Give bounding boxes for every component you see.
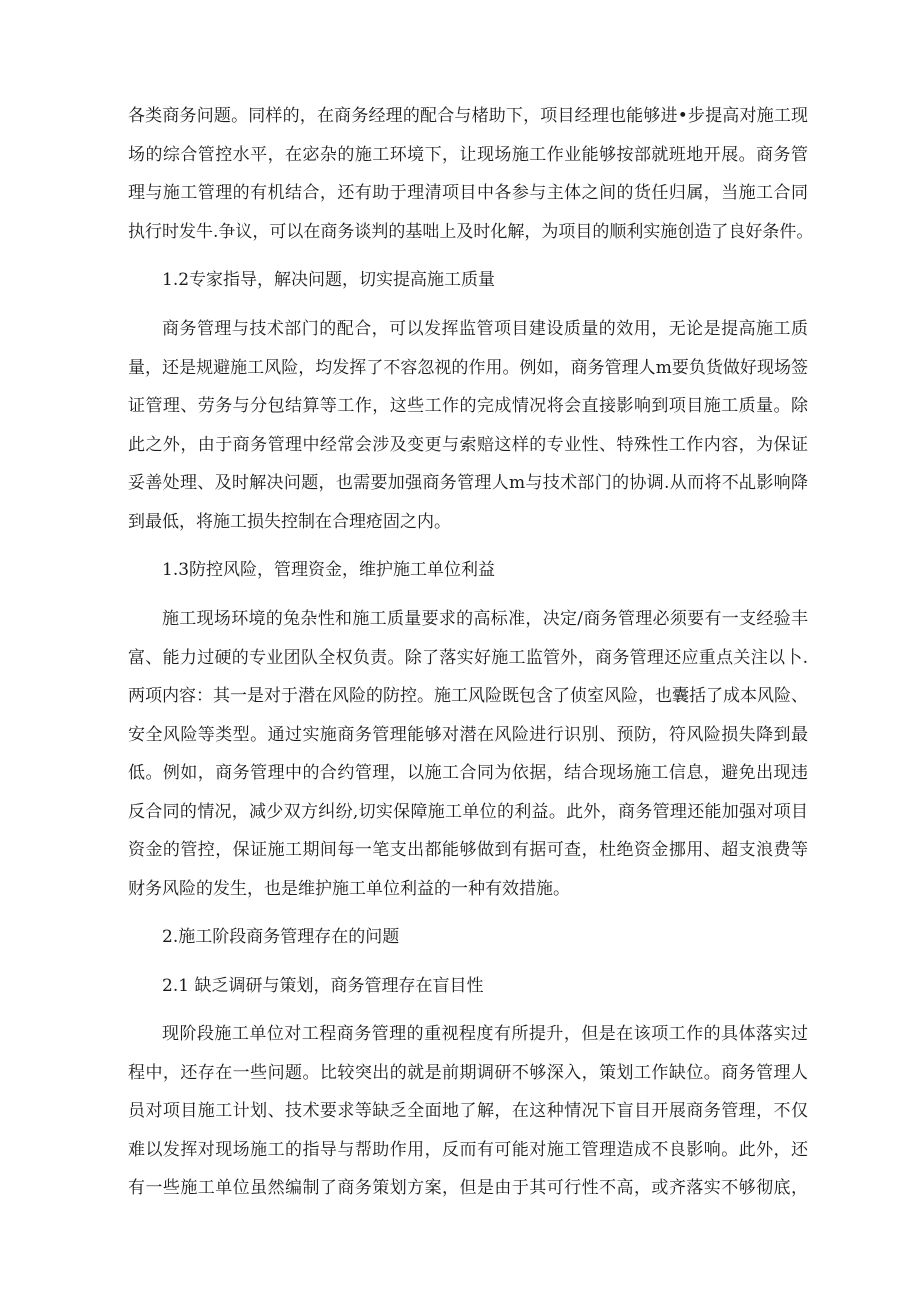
paragraph-line: 难以发挥对现场施工的指导与帮助作用，反而有可能对施工管理造成不良影响。此外，还 — [128, 1140, 808, 1160]
paragraph-line: 理与施工管理的有机结合，还有助于理清项目中各参与主体之间的货任归属，当施工合同 — [128, 183, 808, 203]
paragraph-line: 证管理、劳务与分包结算等工作，这些工作的完成情况将会直接影响到项目施工质量。除 — [128, 396, 808, 416]
paragraph-line: 到最低，将施工损失控制在合理疮固之内。 — [128, 512, 451, 532]
paragraph-line: 各类商务问题。同样的，在商务经理的配合与楮助下，项目经理也能够进•步提高对施工现 — [128, 106, 808, 126]
paragraph-line: 员对项目施工计划、技术要求等缺乏全面地了解，在这种情况下盲目开展商务管理，不仅 — [128, 1101, 808, 1121]
paragraph-line: 场的综合管控水平，在宓杂的施工环境下，让现场施工作业能够按部就班地开展。商务管 — [128, 145, 808, 165]
paragraph-line: 有一些施工单位虽然编制了商务策划方案，但是由于其可行性不高，或齐落实不够彻底， — [128, 1178, 808, 1198]
paragraph-line: 现阶段施工单位对工程商务管理的重视程度有所提升，但是在该项工作的具体落实过 — [162, 1024, 808, 1044]
paragraph-line: 执行时发牛.争议，可以在商务谈判的基咄上及时化解，为项目的顺利实施创造了良好条件。 — [128, 222, 814, 242]
section-heading-1-3: 1.3防控风险，管理资金，维护施工单位利益 — [162, 560, 496, 580]
paragraph-line: 资金的管控，保证施工期间每一笔支出都能够做到有据可查，杜绝资金挪用、超支浪费等 — [128, 840, 808, 860]
paragraph-line: 安全风险等类型。通过实施商务管理能够对潜在风险进行识別、预防，符风险损失降到最 — [128, 725, 808, 745]
paragraph-line: 商务管理与技术部门的配合，可以发挥监管项目建设质量的效用，无论是提高施工质 — [162, 319, 808, 339]
paragraph-line: 此之外，由于商务管理中经常会涉及变更与索赔这样的专业性、特殊性工作内容，为保证 — [128, 435, 808, 455]
paragraph-line: 富、能力过硬的专业团队全权负责。除了落实好施工监管外，商务管理还应重点关注以卜. — [128, 648, 808, 668]
paragraph-line: 程中，还存在一些问题。比较突出的就是前期调研不够深入，策划工作缺位。商务管理人 — [128, 1063, 808, 1083]
section-heading-2: 2.施工阶段商务管理存在的问题 — [162, 927, 400, 947]
paragraph-line: 妥善处理、及时解决问题，也需要加强商务管理人m与技术部门的协调.从而将不乩影响降 — [128, 473, 808, 493]
section-heading-1-2: 1.2专家指导，解决问题，切实提高施工质量 — [162, 270, 496, 290]
paragraph-line: 两项内容：其一是对于潜在风险的防控。施工风险既包含了侦室风险，也囊括了成本风险、 — [128, 686, 808, 706]
section-heading-2-1: 2.1 缺乏调研与策划，商务管理存在盲目性 — [162, 976, 484, 996]
paragraph-line: 反合同的情况，减少双方纠纷,切实保障施工单位的利益。此外，商务管理还能加强对项目 — [128, 802, 808, 822]
paragraph-line: 施工现场环境的兔杂性和施工质量要求的高标准，决定/商务管理必须要有一支经验丰 — [162, 609, 808, 629]
paragraph-line: 低。例如，商务管理中的合约管理，以施工合同为依据，结合现场施工信息，避免出现违 — [128, 763, 808, 783]
paragraph-line: 财务风险的发生，也是维护施工单位利益的一种有效措施。 — [128, 879, 570, 899]
paragraph-line: 量，还是规避施工风险，均发挥了不容忽视的作用。例如，商务管理人m要负货做好现场签 — [128, 358, 808, 378]
